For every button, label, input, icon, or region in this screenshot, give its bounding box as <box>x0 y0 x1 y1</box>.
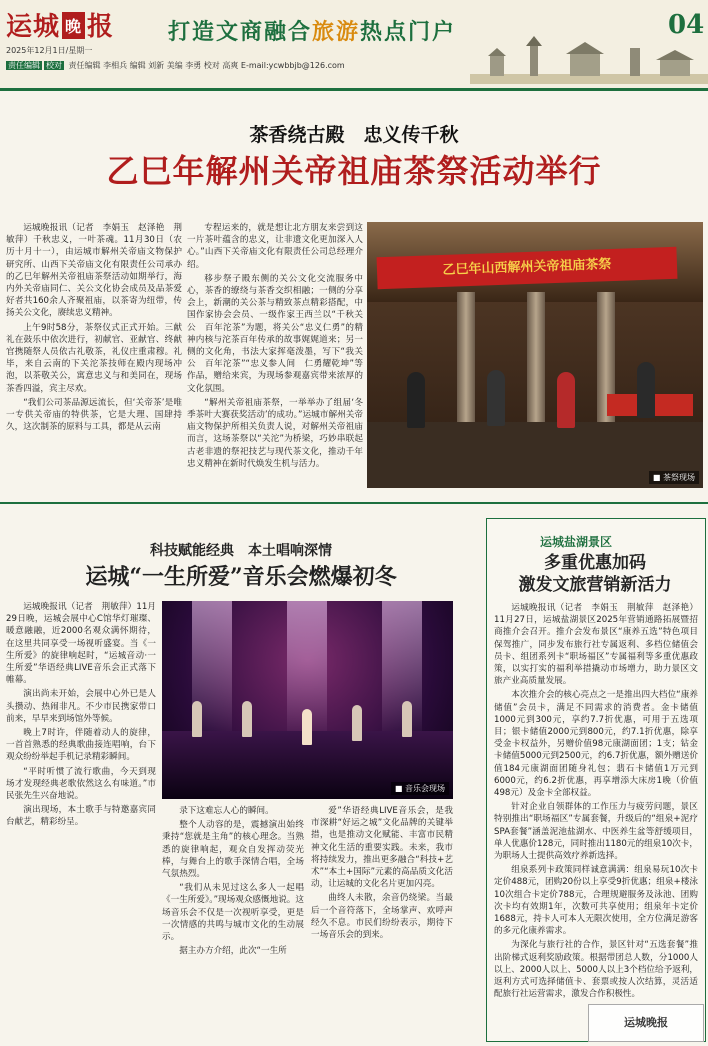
photo-banner: 乙巳年山西解州关帝祖庙茶祭 <box>377 247 678 289</box>
sidebar-headline-2: 激发文旅营销新活力 <box>518 575 672 595</box>
photo-caption: ■ 茶祭现场 <box>649 471 699 484</box>
page-number: 04 <box>668 10 705 40</box>
concert-headline: 运城“一生所爱”音乐会燃爆初冬 <box>85 564 397 590</box>
staff-line: 责任编辑 校对 责任编辑 李相兵 编辑 刘新 美编 李勇 校对 高爽 E-mail:ycwbbjb@126.com <box>8 61 345 70</box>
city-skyline-illustration <box>470 34 708 84</box>
story-column-2: 专程运来的，就是想让北方朋友来尝到这一片茶叶蕴含的忠义，让非遗文化更加深入人心。”山西下关帝庙文化有限责任公司总经理介绍。 移步祭子殿东侧的关公文化交流服务中心，茶香的缭绕与茶香交织相融；一侧的分享会上，新潮的关公茶与精致茶点精彩搭配，中国作家协会会员、一级作家王西兰以“千秋关公 百年沱茶”为题，将关公“忠义仁勇”的精神内核与沱茶百年传承的故事娓娓道来；另一侧的文化角，书法大家挥毫泼墨，写下“我关公 百年沱茶”“忠义参人间 仁勇耀乾坤”等作品，赠给来宾，为现场参观嘉宾带来浓厚的文化氛围。 “解州关帝祖庙茶祭，一举举办了组届‘冬季茶叶大赛获奖活动’的成功。”运城市解州关帝庙文物保护所相关负责人说，对解州关帝祖庙而言，这场茶祭以“关沱”为桥梁，巧妙串联起古老非遗的祭祀技艺与现代茶文化，推动千年忠义精神在新时代焕发生机与活力。 <box>187 223 363 469</box>
page-slogan: 打造文商融合旅游热点门户 <box>168 19 457 45</box>
sidebar-tag: 运城盐湖景区 <box>540 535 613 549</box>
concert-kicker: 科技赋能经典 本土唱响深情 <box>150 543 332 559</box>
sidebar-body: 运城晚报讯（记者 李娟玉 荆敏萍 赵泽艳）11月27日，运城盐湖景区2025年营销通路拓展暨招商推介会召开。推介会发布景区“康养五选”特色项目保驾推广，同步发布旅行社专属返利、多档位储值会员卡、组团系列卡“职场福区”专属福利等多重优惠政策，以实打实的福利举措撬动市场增力，助力景区文旅产业高质量发展。 本次推介会的核心亮点之一是推出四大档位“康养储值”会员卡，满足不同需求的消费者。金卡储值1000元到300元，享约7.7折优惠，可用于五选项目；银卡储值2000元到800元，约7.1折优惠，除享受金卡权益外，另赠价值98元康湖面团；1支；钻金卡储值5000元到2500元，约6.7折优惠，额外赠送价值184元康湖面团随身礼包；翡石卡储值1万元到6000元，约6.2折优惠，再享增添大床房1晚（价值498元）及金卡全部权益。 针对企业自领群体的工作压力与疲劳问题，景区特别推出“职场福区”专属套餐，升级后的“组泉+泥疗SPA套餐”涵盖泥池盐湖水、中医养生盆等舒缓项目，单人优惠价128元，同时推出1180元的组泉10次卡，为职场人士提供高效疗养新选择。 组泉系列卡政策同样诚意满满：组泉易玩10次卡定价488元，团购20份以上享受9折优惠；组泉+楼泳10次组合卡定价788元，合理规避服务及泳池、团购次卡均有效期1年，次数可共享使用；组泉年卡定价1688元，持卡人可本人无限次使用，全方位满足游客的多元化康养需求。 为深化与旅行社的合作，景区针对“五选套餐”推出阶梯式返利奖励政策。根据带团总人数，分1000人以上、2000人以上、5000人以上3个档位给予返利，返利方式可选择储值卡、套票或按人次结算，灵活适配旅行社运营需求，激发合作积极性。 <box>494 603 698 1000</box>
section-divider <box>0 502 708 504</box>
newspaper-logo: 运城 晚 报 <box>6 12 115 42</box>
sidebar-headline-1: 多重优惠加码 <box>544 553 646 573</box>
concert-column-3: 爱”华语经典LIVE音乐会，是我市深耕“好运之城”文化品牌的关键举措，也是推动文化赋能、丰富市民精神文化生活的重要实践。未来，我市将持续发力，推出更多融合“科技+艺术”“本土+国际”元素的高品质文化活动，让运城的文化名片更加闪亮。 曲终人未散，余音仍绕梁。当最后一个音符落下，全场掌声、欢呼声经久不息。市民们纷纷表示，期待下一场音乐会的到来。 <box>311 806 453 941</box>
tea-ceremony-photo <box>367 222 703 488</box>
concert-column-1: 运城晚报讯（记者 荆敏萍）11月29日晚，运城会展中心C馆华灯璀璨、暖意融融，近2000名观众满怀期待，在这里共同享受一场视听盛宴。当《一生所爱》的旋律响起时，“运城音动·一生所爱”华语经典LIVE音乐会正式落下帷幕。 演出尚未开始，会展中心外已是人头攒动、热闹非凡。不少市民携家带口前来，早早来到场馆外等候。 晚上7时许，伴随着动人的旋律，一首首熟悉的经典歌曲接连唱响，台下观众纷纷举起手机记录精彩瞬间。 “平时听惯了流行歌曲，今天到现场才发现经典老歌依然这么有味道。”市民张先生兴奋地说。 演出现场，本土歌手与特邀嘉宾同台献艺，精彩纷呈。 <box>6 602 156 828</box>
concert-photo <box>162 601 453 799</box>
concert-photo-caption: ■ 音乐会现场 <box>391 782 449 795</box>
story-kicker: 茶香绕古殿 忠义传千秋 <box>249 124 459 146</box>
story-headline: 乙巳年解州关帝祖庙茶祭活动举行 <box>106 152 602 190</box>
watermark-stamp: 运城晚报 <box>588 1004 704 1042</box>
concert-column-2: 录下这难忘人心的瞬间。 整个人动容的是，震撼演出始终秉持“您就是主角”的核心理念。当熟悉的旋律响起，观众自发挥动荧光棒，与舞台上的歌手深情合唱，全场气氛热烈。 “我们从未见过这么多人一起唱《一生所爱》。”现场观众感慨地说。这场音乐会不仅是一次视听享受，更是一次情感的共鸣与城市文化的生动展示。 据主办方介绍，此次“一生所 <box>162 806 304 957</box>
story-column-1: 运城晚报讯（记者 李娟玉 赵泽艳 荆敏萍）千秋忠义，一叶茶魂。11月30日（农历十月十一），由运城市解州关帝庙文物保护研究所、山西下关帝庙文化有限责任公司承办的乙巳年解州关帝祖庙茶祭活动如期举行，海内外关帝庙同仁、关公文化协会成员及品茶爱好者共160余人齐聚祖庙，以茶寄为纽带，传扬关公文化，赓续忠义精神。 上午9时58分，茶祭仪式正式开始。三献礼在鼓乐中依次进行，初献官、亚献官、终献官携随祭人员依古礼敬茶，礼仪庄重肃穆。礼毕，来自云南的下关沱茶技师在殿内现场冲泡，以茶敬关公，寓意忠义与和美同在，现场茶香四溢，宾主尽欢。 “我们公司茶品源远流长，但‘关帝茶’是唯一专供关帝庙的特供茶，它是大理、国肆持久，这次制茶的原料与工具，都是从云南 <box>6 223 182 433</box>
issue-date: 2025年12月1日/星期一 <box>6 46 93 55</box>
